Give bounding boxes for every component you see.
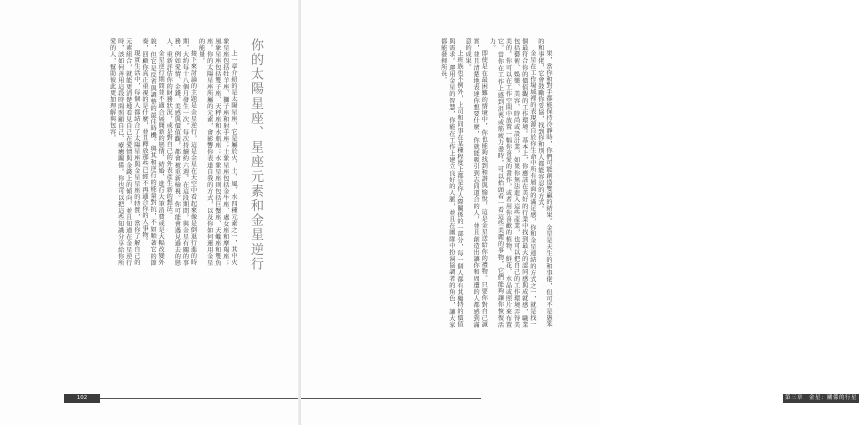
left-paragraph-1: 上一章介紹的是太陽星座，它是屬於火、土、風、水四種元素之一，其中火象星座包括牡羊座、獅子座和射手座；土象星座包括金牛座、處女座和摩羯座；風象星座包括雙子座、天秤座和水瓶座；水象星座則包括巨蟹座、天蠍座和雙魚座。你的太陽星座所屬的元素，會影響你表達自我的方式，以及你如何運用金星的能量。	[197, 38, 237, 266]
right-paragraph-4: 上班族也不例外，上司和同事在某種程度上都是你人際關係的一部分，每一個人都有其獨特的價值與需求。運用金星的智慧，你能在工作上建立良好的人脈，並且在團隊中扮演協調者的角色，讓大家都能發揮所長。	[439, 38, 463, 328]
left-folio-rule	[100, 398, 298, 399]
left-paragraph-4: 現實生活中，每個人都結合了太陽星座與金星星座的特質，當你了解自己的元素組合，就能更清楚地看見自己在愛情與金錢上的傾向，並且知道在金星逆行時，該如何善用這段時間照顧自己、療癒關係。你也可以把這些知識分享給你所愛的人，幫助彼此更加理解與包容。	[108, 38, 140, 266]
right-folio	[783, 394, 859, 403]
section-heading: 你的太陽星座、星座元素和金星逆行	[248, 38, 263, 272]
left-paragraph-2: 接下來討論的主題是金星逆行，這是金星在天空中看起來像是倒退行進的時期，大約每十八個月發生一次，每次持續約六週。在這段期間，與金星有關的事務，例如愛情、金錢、美感與價值觀，都會被重新檢視。你可能會遇見過去的戀人、重新評估你的財務狀況，或是對自己的外表產生新的想法。	[165, 38, 197, 266]
left-page	[0, 0, 299, 425]
left-folio	[64, 394, 100, 403]
right-page	[301, 0, 857, 425]
right-page-body-text	[352, 38, 552, 328]
right-paragraph-1: 果，當你和對手都能保持冷靜時，你們可能創造雙贏的結果。金星是天生的和事佬，但可不是愚笨的和事佬，它會鼓勵你妥協，找到你和別人都能容忍的方式。	[536, 38, 552, 328]
right-paragraph-3: 即使是在最困難的情境中，你也能夠找到和諧與愉悅，這是金星送給你的禮物。只要你對自己誠實，並且清楚地表達你想要什麼，你就能吸引到志同道合的人，並且創造出讓你和周遭的人都感到滿意的成果。	[464, 38, 488, 328]
left-paragraph-3: 金星逆行期間並不適合展開新的戀情、結婚、進行大筆消費或是大幅改變外貌，但它是反省與調整的最佳時機。與其和逆行的能量對抗，不如順著它的節奏，回顧你真正重視的是什麼，並且釋放那些已經不再適合你的人事物。	[140, 38, 165, 266]
right-folio-rule	[301, 398, 481, 399]
left-page-body-text	[52, 38, 237, 266]
running-head: 第三章 金星：關係的行星	[785, 395, 857, 401]
left-page-number: 102	[76, 395, 88, 401]
right-paragraph-2: 金星在工作場域裡的表現源自於你生命中所有層面的滿足感，你和金星連結的方式之一，就是找一個最符合你的價值觀的工作環境。基本上，你應該在美好的行業中找到最大的認同感與成就感，職業包括藝術、娛樂、美容、時尚或設計業，如果你無法進入這些產業，也可以把自己的工作環境弄得美美的。你可以在工作空間中放置一幅你喜愛的畫作，或者用你喜歡的植物、鮮花、水晶或照片來布置它。當你在工作上感到沮喪或筋疲力盡時，可以抬頭看一看這些美麗的事物，它們能夠讓你恢復活力。	[488, 38, 536, 328]
